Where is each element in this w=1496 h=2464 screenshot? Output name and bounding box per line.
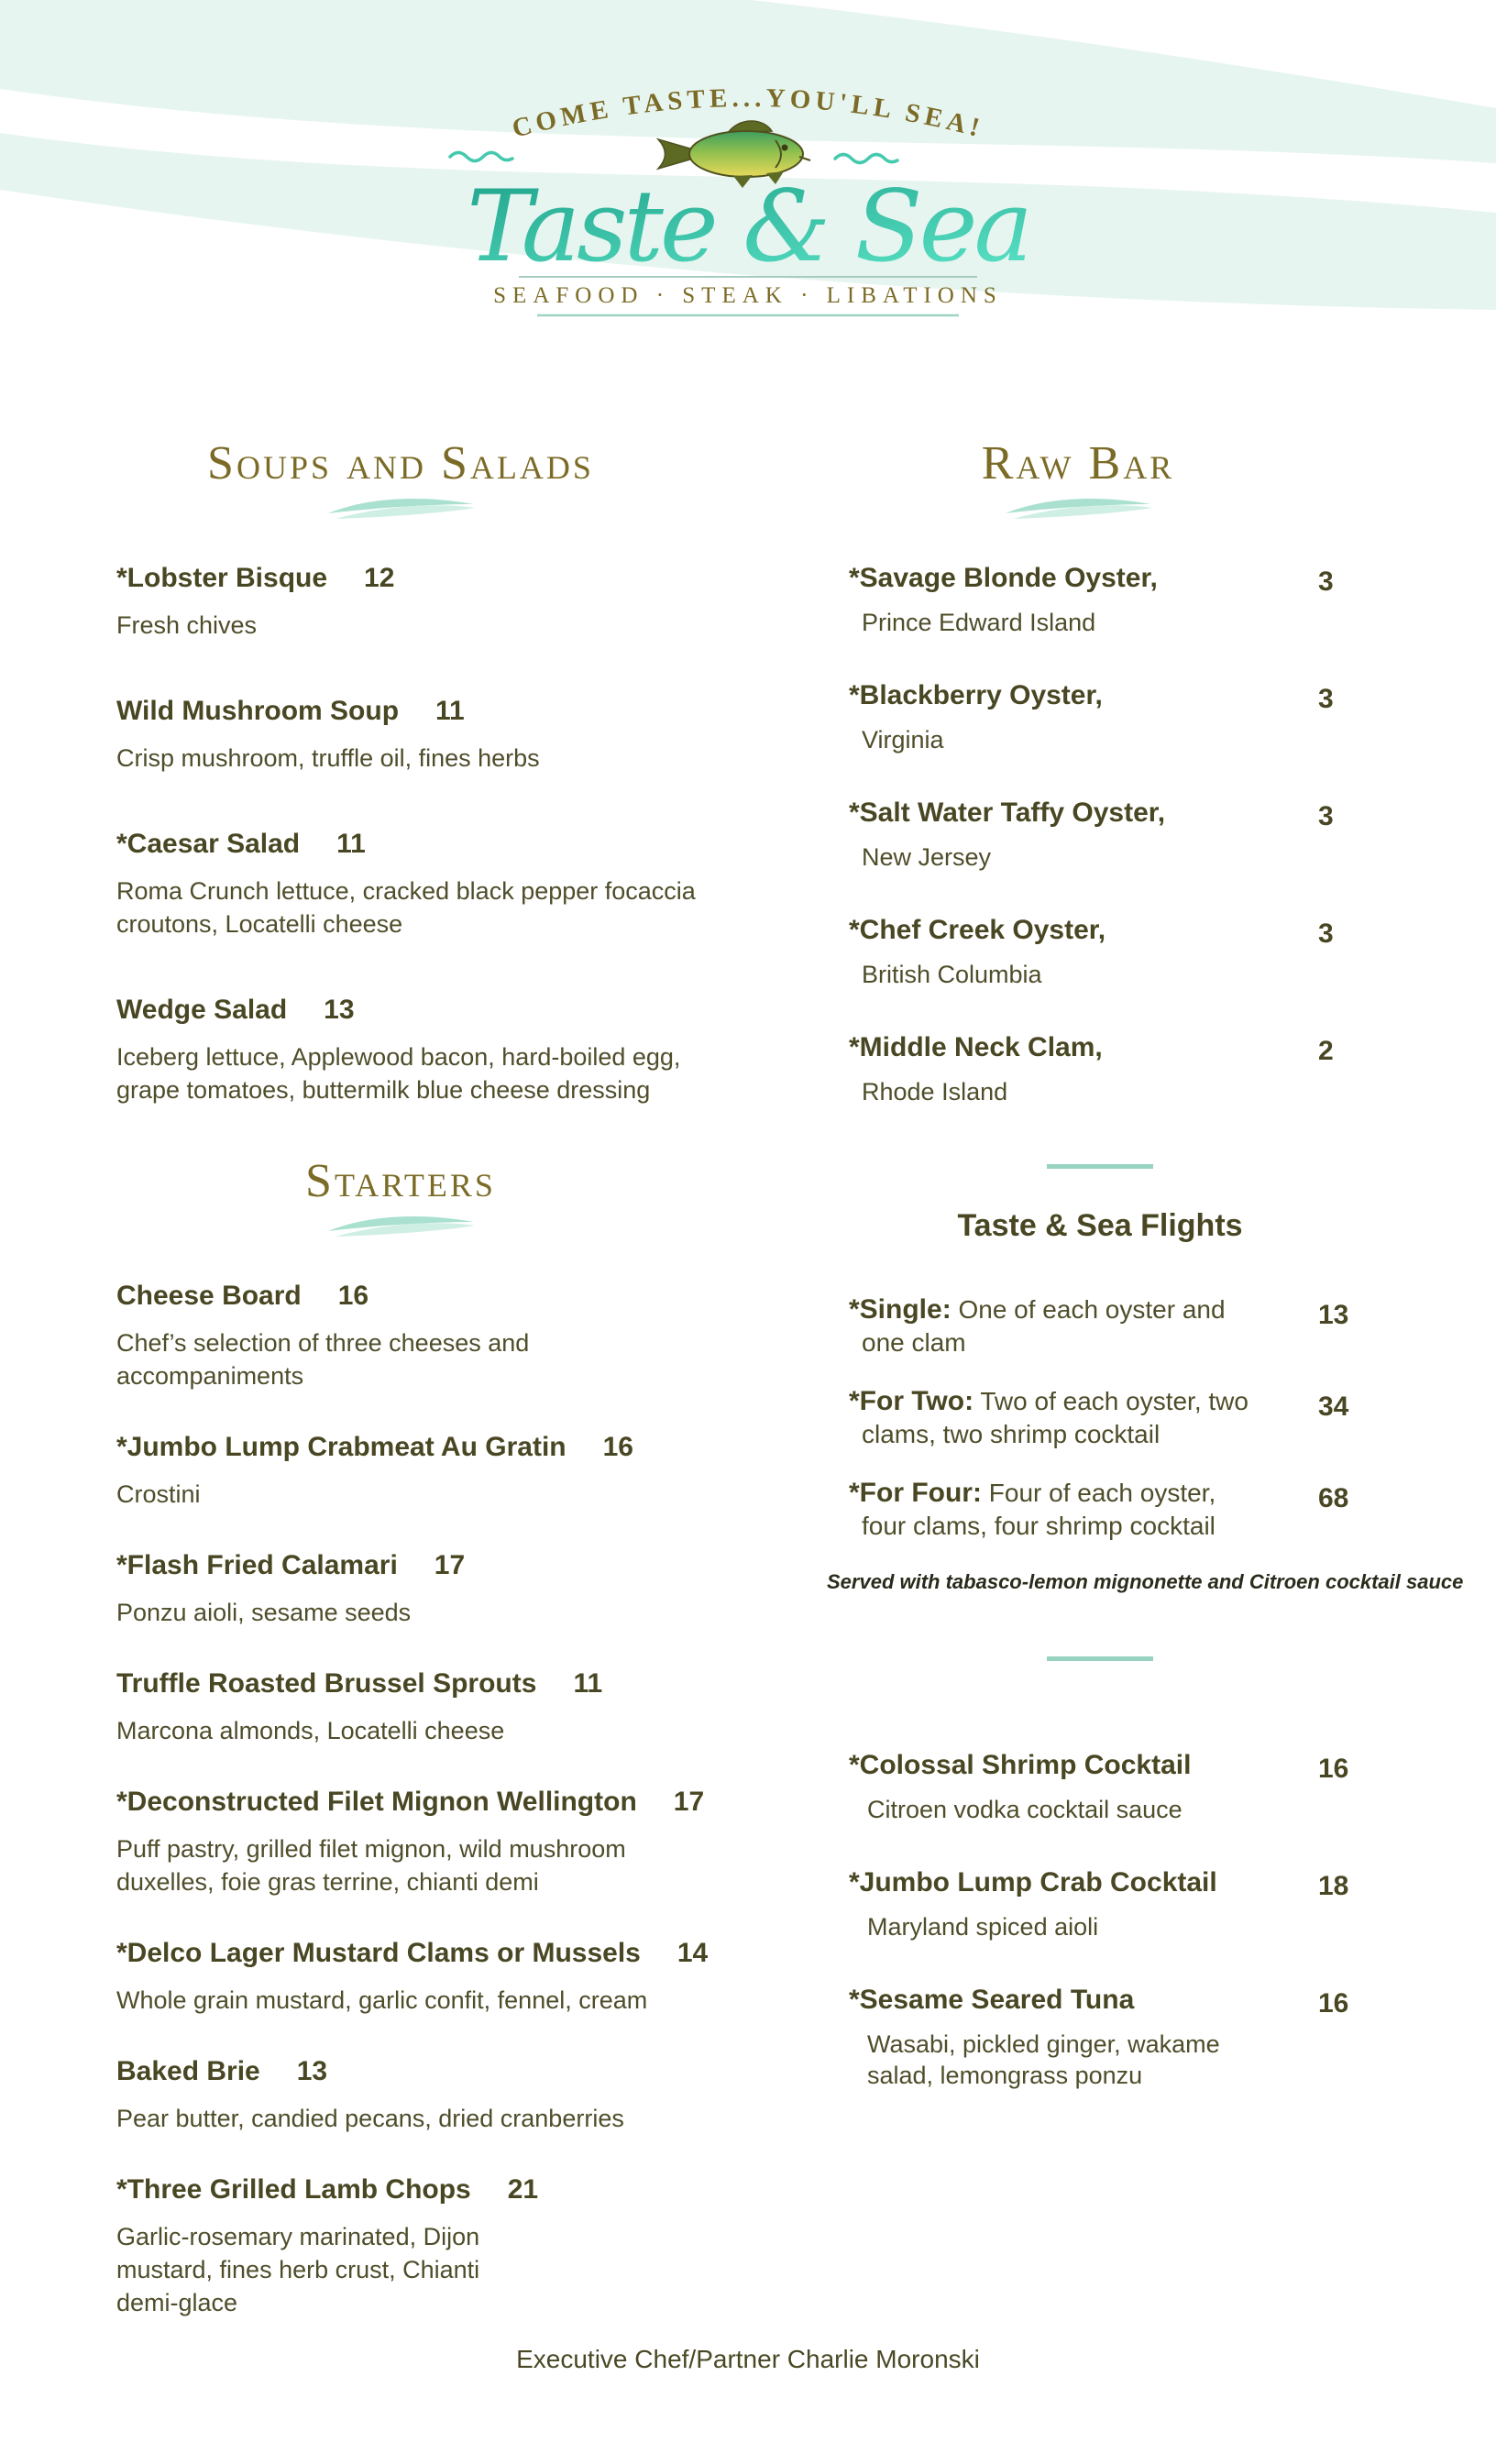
menu-item — [116, 826, 758, 940]
item-name: *Middle Neck Clam, — [849, 1032, 1103, 1062]
section-title: Raw Bar — [981, 437, 1175, 490]
item-name: Cheese Board — [116, 1281, 302, 1311]
item-desc: Pear butter, candied pecans, dried cranberries — [116, 2105, 624, 2132]
item-name: *Three Grilled Lamb Chops — [116, 2174, 471, 2205]
section-starters — [116, 1155, 758, 2319]
item-price: 16 — [602, 1432, 633, 1462]
item-desc: Ponzu aioli, sesame seeds — [116, 1599, 412, 1626]
item-origin: Virginia — [862, 726, 944, 754]
item-name: Baked Brie — [116, 2056, 260, 2086]
item-origin: Prince Edward Island — [862, 609, 1096, 636]
item-name: *Lobster Bisque — [116, 563, 328, 593]
item-price: 2 — [1318, 1036, 1334, 1066]
item-name: *For Four: — [849, 1478, 982, 1508]
item-desc: Marcona almonds, Locatelli cheese — [116, 1717, 505, 1744]
item-origin: British Columbia — [862, 961, 1042, 988]
item-name: Wedge Salad — [116, 995, 288, 1025]
item-price: 34 — [1318, 1392, 1349, 1422]
item-price: 16 — [1318, 1988, 1349, 2018]
menu-item — [116, 693, 758, 775]
item-price: 13 — [296, 2056, 328, 2086]
section-divider — [1047, 1164, 1153, 1169]
menu-item — [116, 992, 758, 1106]
item-name: *Blackberry Oyster, — [849, 680, 1103, 710]
item-name: *Salt Water Taffy Oyster, — [849, 798, 1166, 828]
menu-item — [116, 1784, 758, 1898]
item-name: *Deconstructed Filet Mignon Wellington — [116, 1787, 637, 1817]
item-price: 3 — [1318, 918, 1334, 949]
menu-item — [116, 1429, 758, 1511]
item-name: Truffle Roasted Brussel Sprouts — [116, 1668, 537, 1699]
item-price: 18 — [1318, 1871, 1349, 1901]
menu-item — [849, 795, 1351, 873]
menu-item — [849, 560, 1351, 638]
item-desc: Citroen vodka cocktail sauce — [867, 1796, 1182, 1823]
item-price: 16 — [337, 1281, 369, 1311]
item-price: 13 — [1318, 1300, 1349, 1330]
item-origin: Rhode Island — [862, 1078, 1008, 1106]
item-name: *Jumbo Lump Crabmeat Au Gratin — [116, 1432, 566, 1462]
item-name: *Savage Blonde Oyster, — [849, 563, 1158, 593]
item-name: Wild Mushroom Soup — [116, 696, 400, 726]
item-desc: Crostini — [116, 1480, 201, 1508]
menu-item — [849, 912, 1351, 990]
section-title: Starters — [305, 1155, 496, 1207]
item-price: 13 — [324, 995, 355, 1025]
item-desc: Maryland spiced aioli — [867, 1913, 1099, 1941]
item-desc: Crisp mushroom, truffle oil, fines herbs — [116, 744, 540, 772]
section-wave-icon — [849, 491, 1307, 527]
item-price: 21 — [507, 2174, 539, 2205]
item-price: 14 — [676, 1938, 709, 1968]
menu-item — [849, 677, 1351, 755]
section-divider — [1047, 1656, 1153, 1661]
item-price: 11 — [435, 696, 465, 726]
item-price: 3 — [1318, 566, 1334, 597]
item-desc: Wasabi, pickled ginger, wakame salad, lemongrass ponzu — [867, 2030, 1220, 2089]
menu-item — [849, 1385, 1351, 1451]
item-desc: Iceberg lettuce, Applewood bacon, hard-boiled egg, grape tomatoes, buttermilk blue cheese dressing — [116, 1043, 681, 1104]
item-price: 17 — [434, 1550, 466, 1580]
item-desc: Whole grain mustard, garlic confit, fennel, cream — [116, 1986, 648, 2014]
item-price: 17 — [673, 1787, 705, 1817]
item-name: *For Two: — [849, 1386, 974, 1416]
item-desc: Fresh chives — [116, 611, 258, 639]
flights-title: Taste & Sea Flights — [957, 1208, 1243, 1243]
logo-script-name: Taste & Sea — [467, 170, 1029, 284]
menu-item — [849, 1029, 1351, 1107]
menu-item — [116, 1935, 758, 2017]
menu-item — [849, 1747, 1351, 1825]
menu-item — [849, 1293, 1351, 1359]
item-origin: New Jersey — [862, 843, 992, 871]
item-name: *Caesar Salad — [116, 829, 301, 859]
flights-items — [849, 1293, 1351, 1543]
item-desc: Roma Crunch lettuce, cracked black pepper focaccia croutons, Locatelli cheese — [116, 877, 696, 938]
item-name: *Single: — [849, 1294, 952, 1325]
item-desc: Two of each oyster, two clams, two shrimp cocktail — [862, 1387, 1248, 1448]
left-column — [116, 437, 758, 2356]
item-name: *Delco Lager Mustard Clams or Mussels — [116, 1938, 641, 1968]
section-title: Soups and Salads — [207, 437, 594, 490]
right-column — [827, 437, 1464, 2130]
item-desc: Puff pastry, grilled filet mignon, wild mushroom duxelles, foie gras terrine, chianti demi — [116, 1835, 626, 1896]
item-price: 68 — [1318, 1483, 1349, 1513]
menu-item — [116, 1547, 758, 1629]
item-price: 3 — [1318, 801, 1334, 831]
menu-item — [116, 1278, 758, 1392]
section-soups-and-salads — [116, 437, 758, 1106]
item-desc: One of each oyster and one clam — [862, 1295, 1226, 1357]
item-price: 11 — [573, 1668, 603, 1699]
item-price: 3 — [1318, 684, 1334, 714]
item-price: 12 — [364, 563, 395, 593]
menu-item — [116, 2053, 758, 2135]
item-name: *Sesame Seared Tuna — [849, 1985, 1135, 2015]
logo-arc-tagline: COME TASTE...YOU'LL SEA! — [509, 82, 987, 144]
item-desc: Garlic-rosemary marinated, Dijon mustard, fines herb crust, Chianti demi-glace — [116, 2223, 480, 2316]
menu-item — [116, 2172, 758, 2319]
item-price: 16 — [1318, 1754, 1349, 1784]
item-desc: Four of each oyster, four clams, four shrimp cocktail — [862, 1479, 1216, 1540]
item-name: *Chef Creek Oyster, — [849, 915, 1106, 945]
logo-subtitle: SEAFOOD · STEAK · LIBATIONS — [493, 283, 1003, 308]
section-wave-icon — [116, 491, 685, 527]
restaurant-logo — [427, 72, 1069, 321]
item-name: *Flash Fried Calamari — [116, 1550, 398, 1580]
flights-note: Served with tabasco-lemon mignonette and Citroen cocktail sauce — [827, 1570, 1464, 1593]
menu-item — [116, 1666, 758, 1747]
menu-item — [849, 1864, 1351, 1942]
item-desc: Chef’s selection of three cheeses and accompaniments — [116, 1329, 530, 1390]
item-name: *Jumbo Lump Crab Cocktail — [849, 1867, 1217, 1898]
raw-bar-items — [849, 560, 1351, 1107]
section-wave-icon — [116, 1209, 685, 1245]
footer-credit: Executive Chef/Partner Charlie Moronski — [516, 2345, 980, 2373]
item-name: *Colossal Shrimp Cocktail — [849, 1750, 1192, 1780]
cocktail-items — [849, 1747, 1351, 2091]
menu-item — [116, 560, 758, 642]
menu-item — [849, 1982, 1351, 2091]
menu-item — [849, 1477, 1351, 1543]
item-price: 11 — [336, 829, 366, 859]
